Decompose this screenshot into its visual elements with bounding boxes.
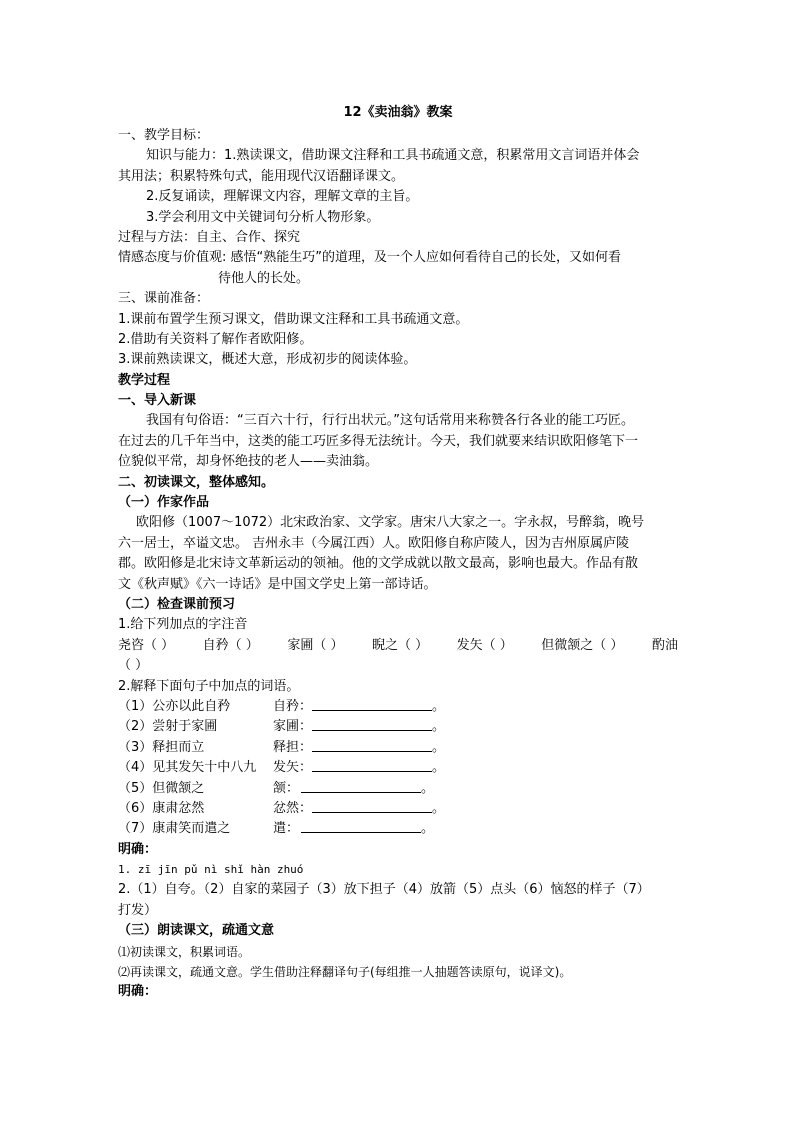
goal-process: 过程与方法：自主、合作、探究 <box>118 229 301 245</box>
goal-item-2: 2.反复诵读，理解课文内容，理解文章的主旨。 <box>146 189 419 205</box>
explain-end: 。 <box>432 800 446 816</box>
explain-sentence: （4）见其发矢十中八九 <box>118 760 257 776</box>
explain-word: 遣： <box>273 821 300 837</box>
goal-item-3: 3.学会利用文中关键词句分析人物形象。 <box>146 209 380 225</box>
pinyin-answers: 1. zī jīn pǔ nì shǐ hàn zhuó <box>118 863 304 877</box>
preview-heading: （二）检查课前预习 <box>118 596 236 612</box>
intro-line1: 我国有句俗语：“三百六十行，行行出状元。”这句话常用来称赞各行各业的能工巧匠。 <box>146 413 634 429</box>
teaching-goals-heading: 一、教学目标： <box>118 128 210 143</box>
explain-word: 家圃： <box>273 719 313 735</box>
goal-knowledge-line1: 知识与能力：1.熟读课文，借助课文注释和工具书疏通文意，积累常用文言词语并体会 <box>146 148 640 164</box>
pinyin-item: 尧咨（ ） <box>118 637 175 653</box>
process-heading: 教学过程 <box>118 372 171 388</box>
author-line3: 郡。欧阳修是北宋诗文革新运动的领袖。他的文学成就以散文最高，影响也最大。作品有散 <box>118 556 639 572</box>
answer-blank[interactable] <box>301 779 421 793</box>
reading-heading: （三）朗读课文，疏通文意 <box>118 923 275 939</box>
pinyin-item: 家圃（ ） <box>287 637 344 653</box>
explain-row <box>118 758 678 778</box>
explain-answers-line1: 2.（1）自夸。（2）自家的菜园子（3）放下担子（4）放箭（5）点头（6）恼怒的样子（7） <box>118 882 650 898</box>
goal-knowledge-line2: 其用法；积累特殊句式，能用现代汉语翻译课文。 <box>118 168 405 184</box>
preparation-item-3: 3.课前熟读课文，概述大意，形成初步的阅读体验。 <box>118 352 417 368</box>
pinyin-question: 1.给下列加点的字注音 <box>118 617 248 633</box>
pinyin-item: 但微颔之（ ） <box>541 637 624 653</box>
page-title: 12《卖油翁》教案 <box>343 105 453 120</box>
explain-row <box>118 779 678 799</box>
goal-emotion-line1: 情感态度与价值观: 感悟“熟能生巧”的道理，及一个人应如何看待自己的长处，又如何看 <box>118 250 621 266</box>
explain-row <box>118 819 678 839</box>
intro-line3: 位貌似平常，却身怀绝技的老人——卖油翁。 <box>118 454 379 470</box>
preparation-item-2: 2.借助有关资料了解作者欧阳修。 <box>118 331 313 347</box>
author-line4: 文《秋声赋》《六一诗话》是中国文学史上第一部诗话。 <box>118 576 437 592</box>
intro-heading: 一、导入新课 <box>118 393 197 409</box>
preparation-heading: 三、课前准备： <box>118 291 210 307</box>
explain-sentence: （3）释担而立 <box>118 739 205 755</box>
intro-line2: 在过去的几千年当中，这类的能工巧匠多得无法统计。今天，我们就要来结识欧阳修笔下一 <box>118 433 639 449</box>
explain-sentence: （2）尝射于家圃 <box>118 719 218 735</box>
pinyin-item: 发矢（ ） <box>456 637 513 653</box>
pinyin-item: 酌油 <box>651 637 678 653</box>
goal-emotion-line2: 待他人的长处。 <box>218 270 310 286</box>
explain-end: 。 <box>432 760 446 776</box>
explain-end: 。 <box>421 821 435 837</box>
answer-blank[interactable] <box>312 799 432 813</box>
explain-row <box>118 738 678 758</box>
first-read-heading: 二、初读课文，整体感知。 <box>118 474 275 490</box>
explain-sentence: （6）康肃忿然 <box>118 800 205 816</box>
reading-answer-heading: 明确： <box>118 984 158 1000</box>
answer-blank[interactable] <box>312 697 432 711</box>
reading-step-2: ⑵再读课文，疏通文意。学生借助注释翻译句子(每组推一人抽题答读原句，说译文)。 <box>118 965 572 980</box>
explain-row <box>118 717 678 737</box>
explain-sentence: （7）康肃笑而遣之 <box>118 821 231 837</box>
explain-answers-line2: 打发） <box>118 902 158 918</box>
explain-sentence: （1）公亦以此自矜 <box>118 698 231 714</box>
explain-word: 发矢： <box>273 760 313 776</box>
explain-end: 。 <box>421 780 435 796</box>
explain-end: 。 <box>432 739 446 755</box>
answer-blank[interactable] <box>312 758 432 772</box>
explain-sentence: （5）但微颔之 <box>118 780 205 796</box>
explain-word: 忿然： <box>273 800 313 816</box>
explain-word: 释担： <box>273 739 313 755</box>
answer-blank[interactable] <box>312 717 432 731</box>
explain-end: 。 <box>432 719 446 735</box>
pinyin-item: 自矜（ ） <box>202 637 259 653</box>
answer-blank[interactable] <box>301 819 421 833</box>
pinyin-item-tail: （ ） <box>118 658 149 674</box>
document-page <box>118 100 678 1003</box>
author-heading: （一）作家作品 <box>118 495 210 511</box>
reading-step-1: ⑴初读课文，积累词语。 <box>118 944 251 959</box>
answer-heading: 明确： <box>118 841 158 857</box>
explain-row <box>118 799 678 819</box>
explain-row <box>118 697 678 717</box>
explain-word: 颔： <box>273 780 300 796</box>
pinyin-item: 睨之（ ） <box>371 637 429 653</box>
author-line1: 欧阳修（1007～1072）北宋政治家、文学家。唐宋八大家之一。字永叔，号醉翁，晚号 <box>136 515 645 531</box>
pinyin-items <box>118 636 678 656</box>
explain-end: 。 <box>432 698 446 714</box>
explain-word: 自矜： <box>273 698 313 714</box>
author-line2: 六一居士，卒谥文忠。 吉州永丰（今属江西）人。欧阳修自称庐陵人，因为吉州原属庐陵 <box>118 535 630 551</box>
answer-blank[interactable] <box>312 738 432 752</box>
preparation-item-1: 1.课前布置学生预习课文，借助课文注释和工具书疏通文意。 <box>118 311 469 327</box>
explain-question: 2.解释下面句子中加点的词语。 <box>118 678 300 694</box>
